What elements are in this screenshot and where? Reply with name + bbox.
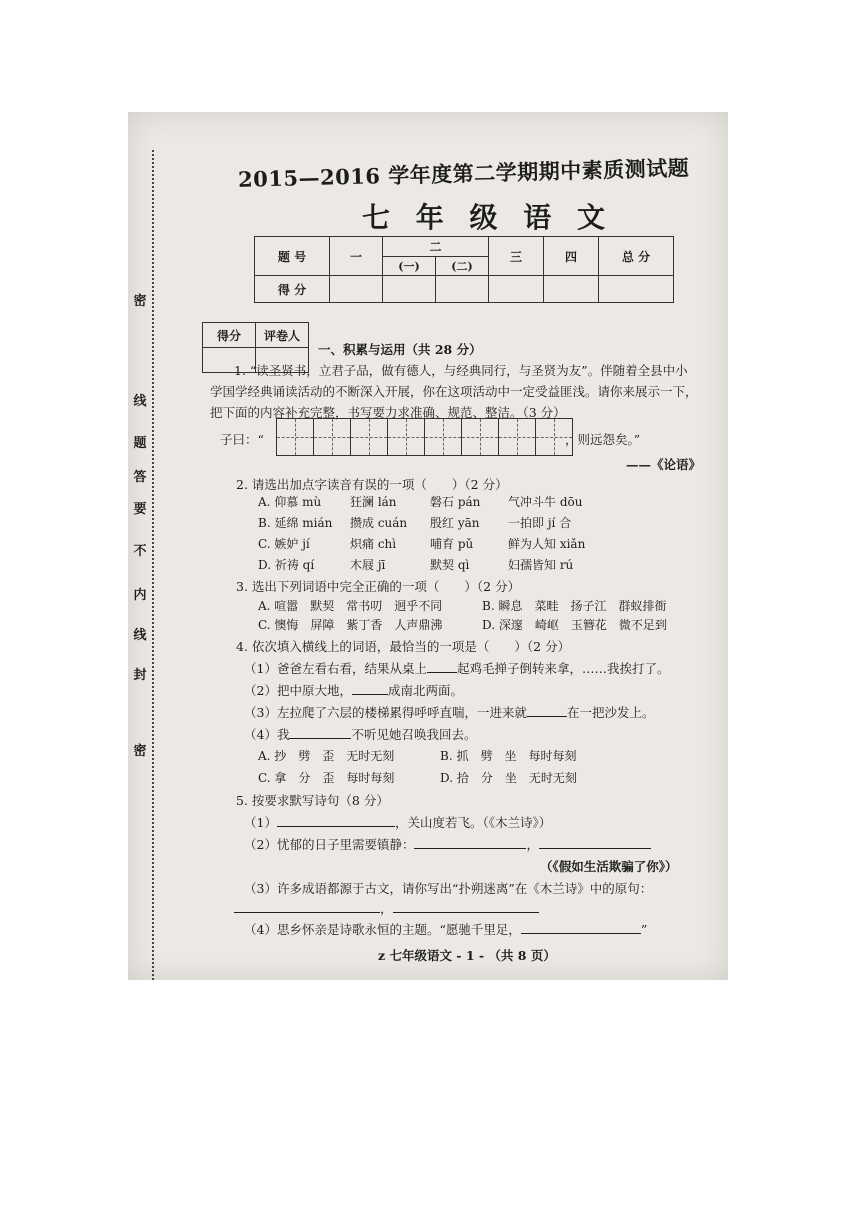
score-cell[interactable] — [489, 276, 544, 303]
q1-source: ——《论语》 — [626, 457, 702, 472]
col-three: 三 — [489, 237, 544, 276]
col-four: 四 — [544, 237, 599, 276]
q2-option-a-4: 气冲斗牛 dōu — [508, 495, 583, 509]
col-two-sub1: (一) — [383, 257, 436, 276]
score-cell[interactable] — [436, 276, 489, 303]
col-two: 二 — [383, 237, 489, 257]
q4-s3-text: （3）左拉爬了六层的楼梯累得呼呼直喘，一进来就 — [244, 705, 527, 720]
answer-blank[interactable] — [234, 900, 380, 913]
section-heading: 一、积累与运用（共 28 分） — [318, 342, 482, 357]
q3-stem: 3. 选出下列词语中完全正确的一项（ ）（2 分） — [236, 579, 521, 594]
grid-cell[interactable] — [498, 418, 536, 456]
q3-option-b: B. 瞬息 菜畦 扬子江 群蚁排衙 — [482, 599, 667, 613]
answer-blank[interactable] — [539, 836, 651, 849]
col-total: 总 分 — [599, 237, 674, 276]
binding-char: 答 — [133, 470, 147, 485]
q5-s4-text: ” — [640, 922, 648, 937]
binding-char: 封 — [133, 668, 147, 683]
answer-blank[interactable] — [521, 921, 641, 934]
col-one: 一 — [330, 237, 383, 276]
q5-stem: 5. 按要求默写诗句（8 分） — [236, 793, 389, 808]
q4-sentence3 — [244, 703, 654, 721]
page-footer: z 七年级语文 - 1 - （共 8 页） — [378, 948, 556, 963]
q5-item1 — [244, 813, 551, 831]
q2-option-a-3: 磐石 pán — [430, 495, 481, 509]
q1-prefix: 子曰：“ — [220, 432, 264, 447]
q5-s4-text: （4）思乡怀亲是诗歌永恒的主题。“愿驰千里足， — [244, 922, 521, 937]
grader-score-label: 得分 — [203, 323, 256, 348]
q2-option-d-4: 妇孺皆知 rú — [508, 558, 574, 572]
score-cell[interactable] — [544, 276, 599, 303]
q2-option-c-4: 鲜为人知 xiǎn — [508, 537, 586, 551]
q2-option-d-1: D. 祈祷 qí — [258, 558, 315, 572]
score-cell[interactable] — [599, 276, 674, 303]
q5-item3-answer: ， — [234, 899, 539, 917]
row-label-question: 题 号 — [255, 237, 330, 276]
q1-line2: 学国学经典诵读活动的不断深入开展，你在这项活动中一定受益匪浅。请你来展示一下， — [210, 384, 698, 399]
q4-option-a: A. 抄 劈 歪 无时无刻 — [258, 749, 395, 763]
q1-line3: 把下面的内容补充完整，书写要力求准确、规范、整洁。（3 分） — [210, 405, 566, 420]
answer-grid[interactable] — [276, 418, 572, 456]
q4-s2-text: 成南北两面。 — [387, 683, 463, 698]
q4-s4-text: 不听见她召唤我回去。 — [351, 727, 477, 742]
q1-suffix: ，则远怨矣。” — [565, 432, 641, 447]
q4-s2-text: （2）把中原大地， — [244, 683, 352, 698]
answer-blank[interactable] — [393, 900, 539, 913]
binding-char: 密 — [133, 744, 147, 759]
answer-blank[interactable] — [414, 836, 526, 849]
q2-option-a-2: 狂澜 lán — [350, 495, 397, 509]
q4-sentence1 — [244, 659, 669, 677]
q2-option-d-2: 木屐 jī — [350, 558, 386, 572]
q2-option-a-1: A. 仰慕 mù — [258, 495, 322, 509]
grid-cell[interactable] — [461, 418, 499, 456]
q5-item2: （2）忧郁的日子里需要镇静： ， — [244, 835, 651, 853]
score-table — [254, 236, 674, 303]
q2-option-c-3: 哺育 pǔ — [430, 537, 474, 551]
q5-s1-text: （1） — [244, 815, 277, 830]
q4-option-d: D. 拾 分 坐 无时无刻 — [440, 771, 577, 785]
exam-subject: 七 年 级 语 文 — [362, 201, 613, 234]
q4-s1-text: 起鸡毛掸子倒转来拿，……我挨打了。 — [456, 661, 670, 676]
binding-char: 不 — [133, 544, 147, 559]
col-two-sub2: (二) — [436, 257, 489, 276]
row-label-score: 得 分 — [255, 276, 330, 303]
q2-option-b-1: B. 延绵 mián — [258, 516, 333, 530]
answer-blank[interactable] — [352, 682, 388, 695]
q2-option-c-2: 炽痛 chì — [350, 537, 397, 551]
grader-name-label: 评卷人 — [256, 323, 309, 348]
score-cell[interactable] — [383, 276, 436, 303]
q1-line1: 1. “读圣贤书，立君子品，做有德人，与经典同行，与圣贤为友”。伴随着全县中小 — [234, 363, 688, 378]
q5-s1-text: ，关山度若飞。（《木兰诗》） — [394, 815, 552, 830]
exam-title: 2015—2016 学年度第二学期期中素质测试题 — [237, 155, 690, 192]
grid-cell[interactable] — [313, 418, 351, 456]
score-cell[interactable] — [330, 276, 383, 303]
q3-option-a: A. 喧嚣 默契 常书叨 迥乎不同 — [258, 599, 443, 613]
q5-s2-text: （2）忧郁的日子里需要镇静： — [244, 837, 415, 852]
q3-option-c: C. 懊悔 屏障 紫丁香 人声鼎沸 — [258, 618, 443, 632]
q2-option-b-2: 攒成 cuán — [350, 516, 408, 530]
binding-char: 题 — [133, 436, 147, 451]
binding-char: 内 — [133, 588, 147, 603]
q5-item4 — [244, 920, 647, 938]
binding-char: 线 — [133, 628, 147, 643]
answer-blank[interactable] — [277, 814, 395, 827]
q2-option-d-3: 默契 qì — [430, 558, 470, 572]
q5-s2-source: （《假如生活欺骗了你》） — [540, 859, 678, 874]
answer-blank[interactable] — [289, 726, 351, 739]
q2-stem: 2. 请选出加点字读音有误的一项（ ）（2 分） — [236, 477, 508, 492]
q4-sentence2 — [244, 681, 463, 699]
q4-s1-text: （1）爸爸左看右看，结果从桌上 — [244, 661, 427, 676]
binding-char: 密 — [133, 294, 147, 309]
answer-blank[interactable] — [427, 660, 457, 673]
q4-s4-text: （4）我 — [244, 727, 290, 742]
q4-sentence4 — [244, 725, 476, 743]
binding-char: 要 — [133, 502, 147, 517]
q4-option-b: B. 抓 劈 坐 每时每刻 — [440, 749, 577, 763]
q4-s3-text: 在一把沙发上。 — [566, 705, 655, 720]
grid-cell[interactable] — [350, 418, 388, 456]
q2-option-b-3: 殷红 yān — [430, 516, 480, 530]
grid-cell[interactable] — [387, 418, 425, 456]
q4-option-c: C. 拿 分 歪 每时每刻 — [258, 771, 395, 785]
grid-cell[interactable] — [276, 418, 314, 456]
q2-option-b-4: 一拍即 jí 合 — [508, 516, 572, 530]
binding-char: 线 — [133, 394, 147, 409]
q2-option-c-1: C. 嫉妒 jí — [258, 537, 310, 551]
binding-dotted-line — [152, 150, 155, 980]
answer-blank[interactable] — [527, 704, 567, 717]
q3-option-d: D. 深邃 崎岖 玉簪花 微不足到 — [482, 618, 667, 632]
q4-stem: 4. 依次填入横线上的词语，最恰当的一项是（ ）（2 分） — [236, 639, 571, 654]
q5-item3: （3）许多成语都源于古文，请你写出“扑朔迷离”在《木兰诗》中的原句： — [244, 881, 653, 896]
grid-cell[interactable] — [424, 418, 462, 456]
